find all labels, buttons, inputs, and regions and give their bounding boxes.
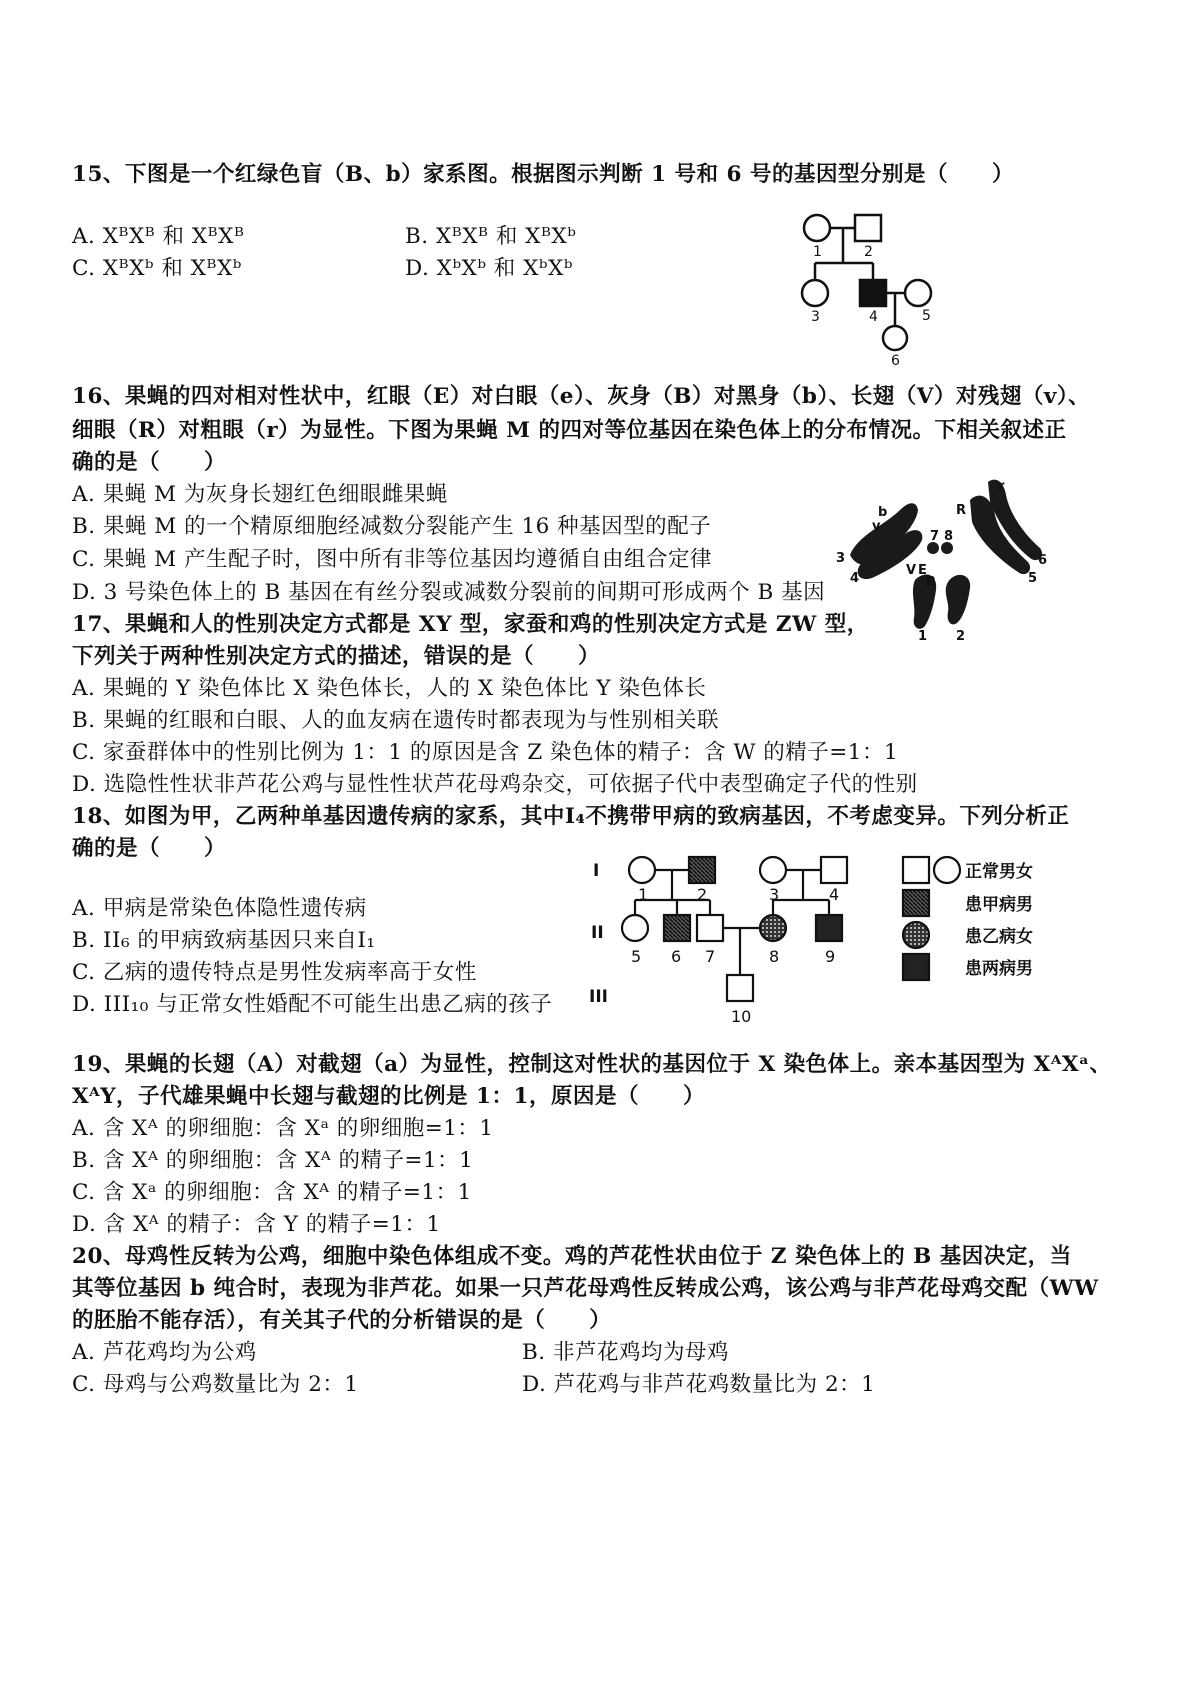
chromo-num-6: 6 [1038,553,1048,568]
q15-pedigree [795,208,995,368]
q15-option-d: D. XᵇXᵇ 和 XᵇXᵇ [405,256,573,281]
q15-ind-6 [883,326,907,350]
q19-option-c: C. 含 Xᵃ 的卵细胞：含 Xᴬ 的精子=1：1 [72,1180,472,1205]
q19-stem-line1: 19、果蝇的长翅（A）对截翅（a）为显性，控制这对性状的基因位于 X 染色体上。亲本基因型为 XᴬXᵃ、 [72,1052,1112,1077]
q19-option-b: B. 含 Xᴬ 的卵细胞：含 Xᴬ 的精子=1：1 [72,1148,474,1173]
legend-label-jia: 患甲病男 [965,895,1033,915]
q19-stem-line2: XᴬY，子代雄果蝇中长翅与截翅的比例是 1：1，原因是（ ） [72,1084,705,1109]
q18-stem-line2: 确的是（ ） [72,836,227,861]
q18-option-d: D. III₁₀ 与正常女性婚配不可能生出患乙病的孩子 [72,992,553,1017]
gene-label-v: v [872,519,881,534]
q15-label-6: 6 [891,353,900,368]
chromo-num-2: 2 [956,629,966,644]
q16-option-b: B. 果蝇 M 的一个精原细胞经减数分裂能产生 16 种基因型的配子 [72,514,712,539]
legend-normal-male [903,857,929,883]
ped-II6 [664,915,690,941]
ped-num-8: 8 [769,947,780,966]
q15-ind-1 [804,215,830,241]
legend-label-yi: 患乙病女 [965,927,1033,947]
chromo-num-3: 3 [836,551,846,566]
gene-label-V: V [906,563,917,578]
gene-label-B: B [926,575,936,590]
q18-option-b: B. II₆ 的甲病致病基因只来自I₁ [72,928,376,953]
q16-stem-line3: 确的是（ ） [72,450,227,475]
gen-label-III: III [589,987,608,1007]
q18-option-c: C. 乙病的遗传特点是男性发病率高于女性 [72,960,477,985]
ped-I1 [629,857,655,883]
q15-ind-5 [905,280,931,306]
ped-II5 [622,915,648,941]
q18-pedigree [585,850,1065,1030]
q17-stem-line2: 下列关于两种性别决定方式的描述，错误的是（ ） [72,644,601,669]
legend-normal-female [934,857,960,883]
chromosome-2 [946,575,970,624]
legend-yi-female [903,922,929,948]
ped-II7 [697,915,723,941]
q15-label-3: 3 [811,309,820,325]
legend-jia-male [903,890,929,916]
q15-stem: 15、下图是一个红绿色盲（B、b）家系图。根据图示判断 1 号和 6 号的基因型分别是（ ） [72,162,1014,187]
ped-num-6: 6 [671,947,682,966]
gen-label-II: II [591,923,604,943]
q19-option-d: D. 含 Xᴬ 的精子：含 Y 的精子=1：1 [72,1212,441,1237]
ped-II8 [760,915,786,941]
gen-label-I: I [593,861,600,881]
q15-label-2: 2 [864,244,873,260]
q15-ind-3 [802,280,828,306]
q18-stem-line1: 18、如图为甲，乙两种单基因遗传病的家系，其中I₄不携带甲病的致病基因，不考虑变异。下列分析正 [72,804,1070,829]
q20-option-a: A. 芦花鸡均为公鸡 [72,1340,257,1365]
chromo-num-7: 7 [930,529,940,544]
q15-option-c: C. XᴮXᵇ 和 XᴮXᵇ [72,256,242,281]
q16-stem-line2: 细眼（R）对粗眼（r）为显性。下图为果蝇 M 的四对等位基因在染色体上的分布情况。下相关叙述正 [72,418,1067,443]
q16-option-c: C. 果蝇 M 产生配子时，图中所有非等位基因均遵循自由组合定律 [72,547,713,572]
q20-option-d: D. 芦花鸡与非芦花鸡数量比为 2：1 [522,1372,876,1397]
chromo-num-1: 1 [918,629,928,644]
q17-option-c: C. 家蚕群体中的性别比例为 1：1 的原因是含 Z 染色体的精子：含 W 的精子=1：1 [72,740,899,765]
ped-III10 [727,975,753,1001]
ped-I2 [689,857,715,883]
ped-num-5: 5 [631,947,642,966]
ped-num-3: 3 [769,885,780,904]
legend-label-both: 患两病男 [965,959,1033,979]
q15-label-5: 5 [922,308,931,324]
q20-option-b: B. 非芦花鸡均为母鸡 [522,1340,729,1365]
ped-num-7: 7 [705,947,716,966]
legend-both-male [903,954,929,980]
q18-option-a: A. 甲病是常染色体隐性遗传病 [72,896,367,921]
legend-label-normal: 正常男女 [965,862,1033,882]
ped-num-1: 1 [638,885,649,904]
gene-label-b: b [878,505,888,520]
ped-num-10: 10 [731,1007,752,1026]
ped-num-9: 9 [825,947,836,966]
gene-label-R: R [956,503,967,518]
q17-option-d: D. 选隐性性状非芦花公鸡与显性性状芦花母鸡杂交，可依据子代中表型确定子代的性别 [72,772,918,797]
ped-I4 [821,857,847,883]
q15-label-1: 1 [813,244,822,260]
q20-stem-line1: 20、母鸡性反转为公鸡，细胞中染色体组成不变。鸡的芦花性状由位于 Z 染色体上的 B 基因决定，当 [72,1244,1072,1269]
q17-option-b: B. 果蝇的红眼和白眼、人的血友病在遗传时都表现为与性别相关联 [72,708,719,733]
gene-label-r: r [998,479,1005,494]
q20-stem-line3: 的胚胎不能存活），有关其子代的分析错误的是（ ） [72,1308,612,1333]
gene-label-E: E [918,563,927,578]
q15-label-4: 4 [869,309,878,325]
q19-option-a: A. 含 Xᴬ 的卵细胞：含 Xᵃ 的卵细胞=1：1 [72,1116,494,1141]
chromo-num-8: 8 [944,529,954,544]
q16-option-d: D. 3 号染色体上的 B 基因在有丝分裂或减数分裂前的间期可形成两个 B 基因 [72,580,826,605]
q16-stem-line1: 16、果蝇的四对相对性状中，红眼（E）对白眼（e）、灰身（B）对黑身（b）、长翅（V）对残翅（v）、 [72,384,1091,409]
q15-option-b: B. XᴮXᴮ 和 XᴮXᵇ [405,224,577,249]
q15-ind-2 [855,215,881,241]
q20-option-c: C. 母鸡与公鸡数量比为 2：1 [72,1372,359,1397]
chromo-num-4: 4 [850,571,860,586]
chromo-num-5: 5 [1028,571,1038,586]
q15-option-a: A. XᴮXᴮ 和 XᴮXᴮ [72,224,245,249]
ped-II9 [816,915,842,941]
q17-option-a: A. 果蝇的 Y 染色体比 X 染色体长，人的 X 染色体比 Y 染色体长 [72,676,707,701]
ped-num-2: 2 [697,885,708,904]
ped-I3 [760,857,786,883]
q20-stem-line2: 其等位基因 b 纯合时，表现为非芦花。如果一只芦花母鸡性反转成公鸡，该公鸡与非芦花母鸡交配（WW [72,1276,1099,1301]
q15-ind-4 [860,280,886,306]
q16-option-a: A. 果蝇 M 为灰身长翅红色细眼雌果蝇 [72,482,448,507]
ped-num-4: 4 [829,885,840,904]
q17-stem-line1: 17、果蝇和人的性别决定方式都是 XY 型，家蚕和鸡的性别决定方式是 ZW 型， [72,612,869,637]
